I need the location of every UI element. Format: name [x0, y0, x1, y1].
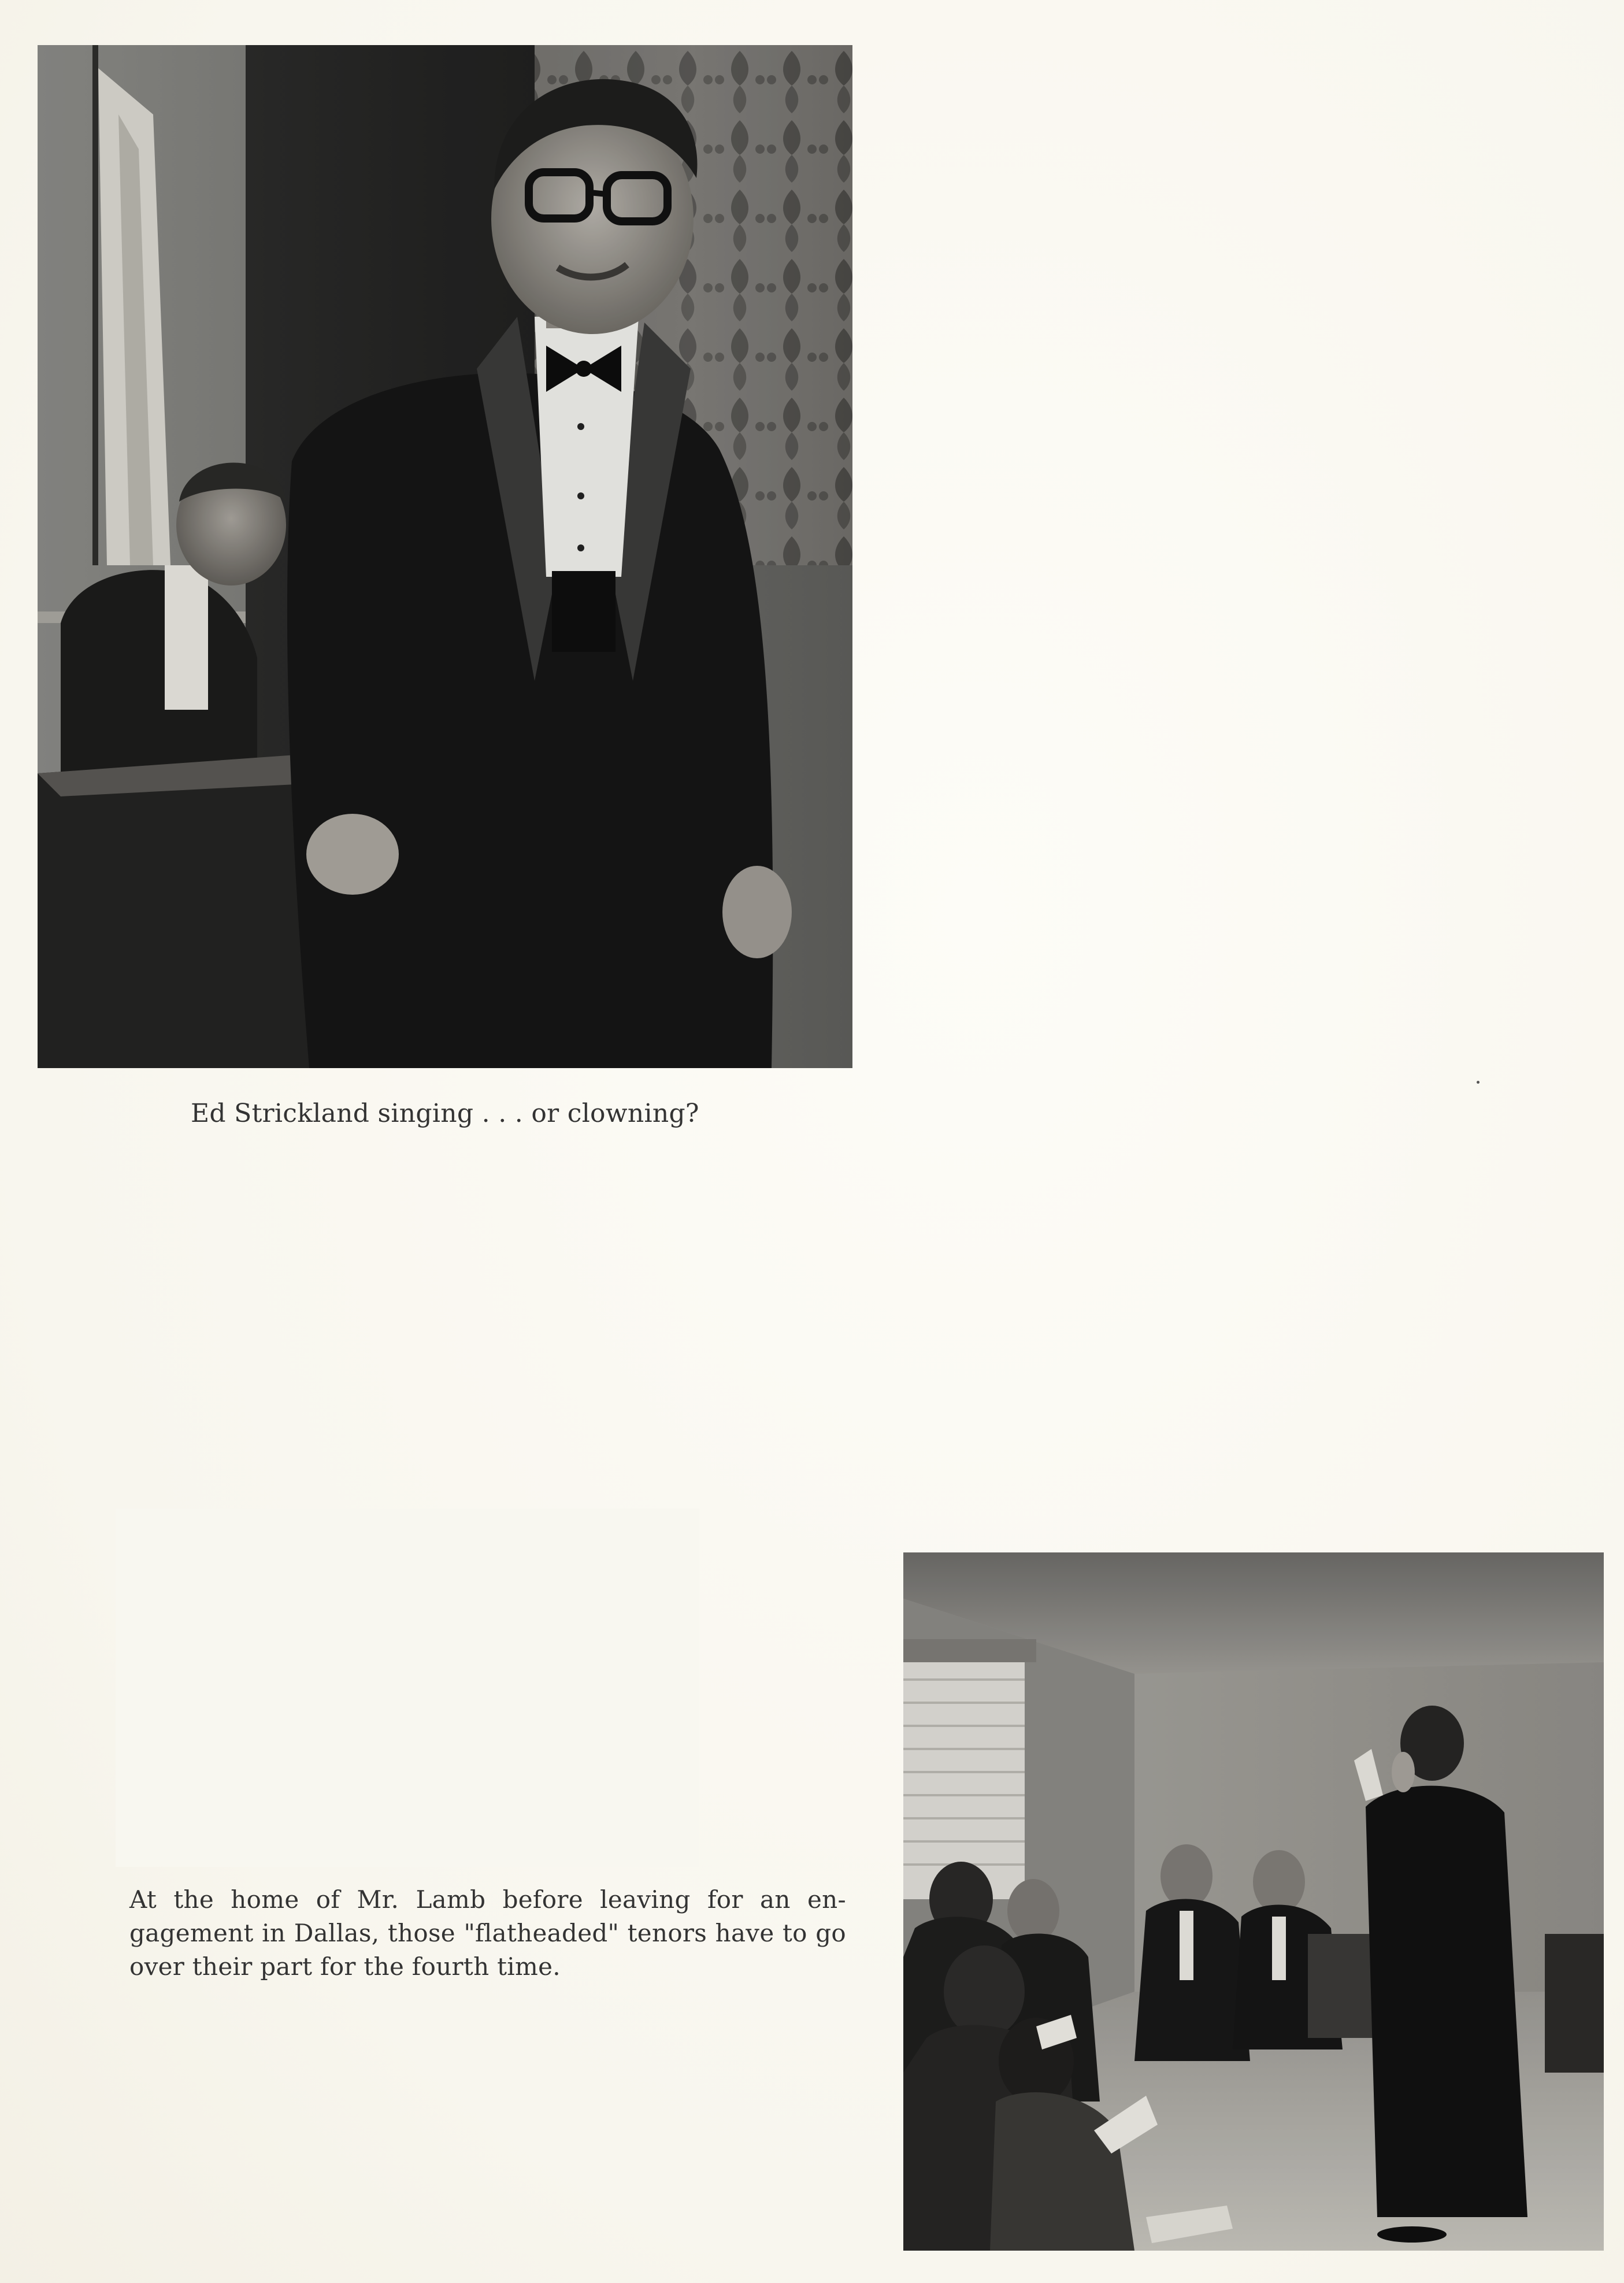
photo-rehearsal-at-mr-lamb-home	[903, 1552, 1604, 2251]
photo-bottom-image	[903, 1552, 1604, 2251]
dust-speck	[1477, 1081, 1480, 1084]
faded-paper-area	[116, 1509, 699, 1867]
photo-top-image	[38, 45, 852, 1068]
photo-ed-strickland-singing	[38, 45, 852, 1068]
caption-home-of-mr-lamb: At the home of Mr. Lamb before leaving for an en- gagement in Dallas, those "flatheaded" tenors have to go over their part for the fourth time.	[129, 1885, 846, 1981]
caption-ed-strickland: Ed Strickland singing . . . or clowning?	[191, 1099, 699, 1128]
